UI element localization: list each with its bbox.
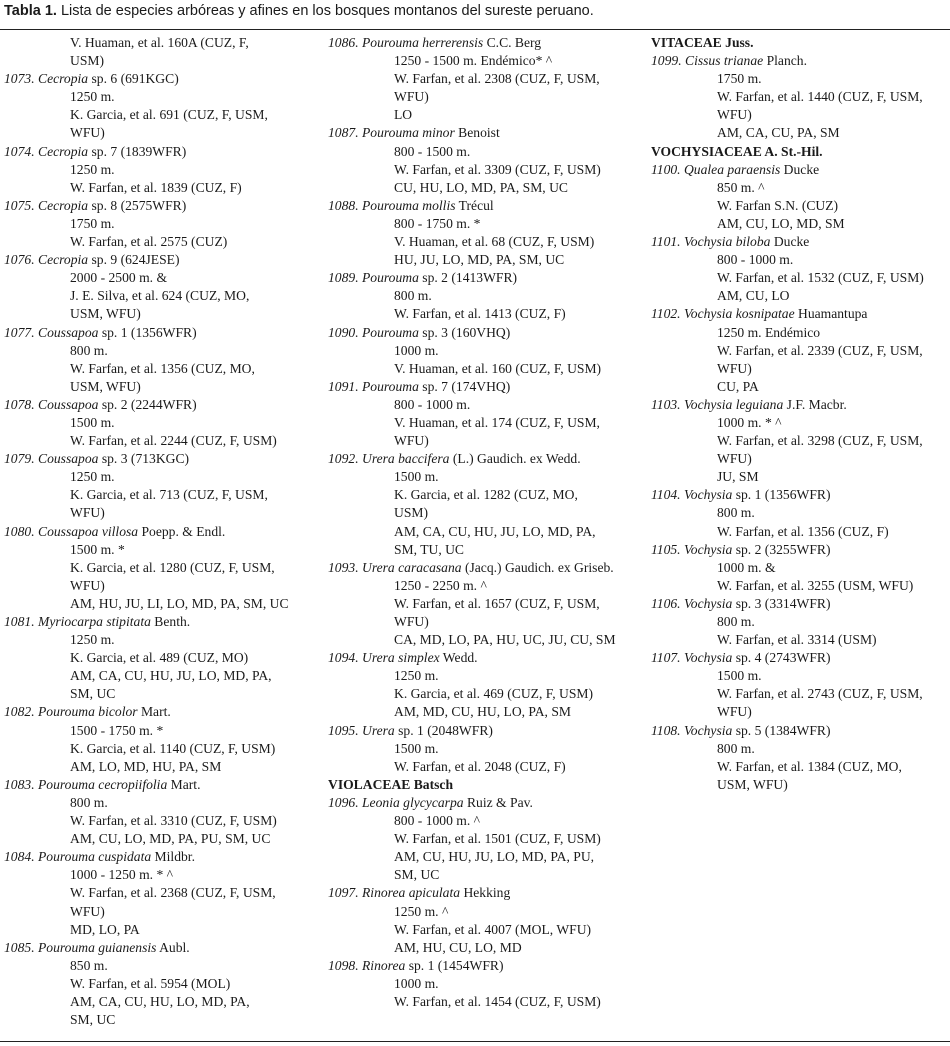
species-detail-line: AM, LO, MD, HU, PA, SM bbox=[70, 758, 222, 774]
species-detail-line: V. Huaman, et al. 160A (CUZ, F, bbox=[70, 35, 249, 50]
family-heading: VITACEAE Juss. bbox=[651, 35, 754, 50]
species-name: Cecropia bbox=[38, 71, 89, 87]
species-detail-line: WFU) bbox=[70, 903, 105, 919]
species-detail-line: W. Farfan, et al. 2308 (CUZ, F, USM, bbox=[394, 71, 600, 87]
species-name: Rinorea apiculata bbox=[362, 885, 461, 901]
species-entry bbox=[4, 450, 322, 468]
species-detail-line: 1000 - 1250 m. * ^ bbox=[70, 867, 174, 883]
species-number: 1094. bbox=[328, 650, 359, 666]
species-number: 1095. bbox=[328, 722, 359, 738]
species-number: 1079. bbox=[4, 451, 35, 467]
species-entry bbox=[651, 595, 947, 613]
species-detail-line: AM, CA, CU, HU, JU, LO, MD, PA, bbox=[70, 668, 272, 684]
species-number: 1101. bbox=[651, 234, 681, 250]
species-detail-line: USM) bbox=[70, 53, 104, 69]
species-entry bbox=[328, 559, 646, 577]
species-detail-line: 1500 m. bbox=[717, 668, 762, 684]
species-number: 1107. bbox=[651, 650, 681, 666]
species-detail-line: SM, TU, UC bbox=[394, 541, 464, 557]
species-detail-line: 1500 - 1750 m. * bbox=[70, 722, 164, 738]
species-detail-line: 800 m. bbox=[717, 740, 755, 756]
species-detail-line: W. Farfan, et al. 1839 (CUZ, F) bbox=[70, 179, 242, 195]
species-entry bbox=[4, 143, 322, 161]
species-detail-line: WFU) bbox=[394, 433, 429, 449]
species-author: Mildbr. bbox=[151, 849, 195, 865]
species-name: Leonia glycycarpa bbox=[362, 794, 464, 810]
species-detail-line: 800 m. bbox=[394, 288, 432, 304]
species-detail-line: V. Huaman, et al. 68 (CUZ, F, USM) bbox=[394, 234, 595, 250]
species-number: 1083. bbox=[4, 776, 35, 792]
species-detail-line: K. Garcia, et al. 1280 (CUZ, F, USM, bbox=[70, 559, 275, 575]
species-detail-line: 1750 m. bbox=[70, 215, 115, 231]
family-heading: VOCHYSIACEAE A. St.-Hil. bbox=[651, 143, 823, 159]
species-author: sp. 2 (3255WFR) bbox=[732, 541, 831, 557]
species-entry bbox=[4, 703, 322, 721]
species-detail-line: WFU) bbox=[394, 614, 429, 629]
species-name: Cecropia bbox=[38, 143, 89, 159]
species-detail-line: AM, CA, CU, HU, JU, LO, MD, PA, bbox=[394, 523, 596, 539]
species-detail-line: WFU) bbox=[70, 577, 105, 593]
species-author: sp. 7 (1839WFR) bbox=[88, 143, 187, 159]
species-name: Pourouma bbox=[362, 324, 419, 340]
species-detail-line: AM, CU, LO, MD, PA, PU, SM, UC bbox=[70, 831, 271, 847]
species-number: 1093. bbox=[328, 559, 359, 575]
species-detail-line: W. Farfan, et al. 2743 (CUZ, F, USM, bbox=[717, 686, 923, 702]
species-author: sp. 1 (1454WFR) bbox=[405, 957, 504, 973]
species-detail-line: 800 m. bbox=[70, 342, 108, 358]
species-detail-line: 1500 m. bbox=[70, 414, 115, 430]
species-number: 1096. bbox=[328, 794, 359, 810]
species-detail-line: W. Farfan, et al. 2048 (CUZ, F) bbox=[394, 758, 566, 774]
species-number: 1081. bbox=[4, 614, 35, 629]
species-number: 1099. bbox=[651, 53, 682, 69]
species-detail-line: K. Garcia, et al. 713 (CUZ, F, USM, bbox=[70, 487, 268, 503]
species-detail-line: V. Huaman, et al. 160 (CUZ, F, USM) bbox=[394, 360, 602, 376]
species-number: 1074. bbox=[4, 143, 35, 159]
species-name: Vochysia leguiana bbox=[683, 396, 784, 412]
species-detail-line: K. Garcia, et al. 489 (CUZ, MO) bbox=[70, 650, 249, 666]
species-entry bbox=[4, 613, 322, 631]
species-author: Ducke bbox=[780, 161, 820, 177]
species-detail-line: K. Garcia, et al. 1140 (CUZ, F, USM) bbox=[70, 740, 276, 756]
species-name: Coussapoa bbox=[38, 451, 99, 467]
species-detail-line: 1000 m. & bbox=[717, 559, 776, 575]
species-detail-line: W. Farfan, et al. 1657 (CUZ, F, USM, bbox=[394, 595, 600, 611]
species-entry bbox=[328, 324, 646, 342]
species-author: sp. 3 (3314WFR) bbox=[732, 595, 831, 611]
species-detail-line: V. Huaman, et al. 174 (CUZ, F, USM, bbox=[394, 414, 600, 430]
species-detail-line: W. Farfan S.N. (CUZ) bbox=[717, 197, 839, 213]
species-detail-line: W. Farfan, et al. 2575 (CUZ) bbox=[70, 234, 228, 250]
species-author: sp. 1 (2048WFR) bbox=[394, 722, 493, 738]
species-number: 1106. bbox=[651, 595, 681, 611]
species-entry bbox=[651, 161, 947, 179]
species-number: 1089. bbox=[328, 270, 359, 286]
species-name: Vochysia bbox=[683, 595, 733, 611]
species-detail-line: 1000 m. bbox=[394, 342, 439, 358]
species-author: sp. 1 (1356WFR) bbox=[98, 324, 197, 340]
species-entry bbox=[328, 794, 646, 812]
species-detail-line: SM, UC bbox=[394, 867, 440, 883]
species-name: Cissus trianae bbox=[685, 53, 764, 69]
species-entry bbox=[651, 541, 947, 559]
species-entry bbox=[4, 324, 322, 342]
species-detail-line: SM, UC bbox=[70, 686, 116, 702]
species-author: C.C. Berg bbox=[483, 35, 542, 50]
species-detail-line: W. Farfan, et al. 1356 (CUZ, F) bbox=[717, 523, 889, 539]
species-detail-line: WFU) bbox=[717, 360, 752, 376]
species-detail-line: USM, WFU) bbox=[70, 378, 141, 394]
species-detail-line: K. Garcia, et al. 691 (CUZ, F, USM, bbox=[70, 107, 268, 123]
species-number: 1092. bbox=[328, 451, 359, 467]
species-detail-line: AM, CA, CU, PA, SM bbox=[717, 125, 840, 141]
species-detail-line: W. Farfan, et al. 3314 (USM) bbox=[717, 632, 877, 648]
species-name: Coussapoa bbox=[38, 396, 99, 412]
species-detail-line: J. E. Silva, et al. 624 (CUZ, MO, bbox=[70, 288, 250, 304]
species-detail-line: W. Farfan, et al. 1532 (CUZ, F, USM) bbox=[717, 270, 924, 286]
species-detail-line: JU, SM bbox=[717, 469, 759, 485]
species-detail-line: W. Farfan, et al. 1440 (CUZ, F, USM, bbox=[717, 89, 923, 105]
species-detail-line: 800 - 1500 m. bbox=[394, 143, 471, 159]
species-number: 1080. bbox=[4, 523, 35, 539]
table-caption-text: Lista de especies arbóreas y afines en los bosques montanos del sureste peruano. bbox=[56, 3, 594, 19]
species-name: Rinorea bbox=[362, 957, 406, 973]
species-author: Ducke bbox=[770, 234, 810, 250]
species-detail-line: AM, CU, LO bbox=[717, 288, 790, 304]
species-detail-line: WFU) bbox=[70, 125, 105, 141]
species-entry bbox=[4, 848, 322, 866]
species-entry bbox=[328, 884, 646, 902]
species-entry bbox=[328, 957, 646, 975]
species-number: 1084. bbox=[4, 849, 35, 865]
species-entry bbox=[651, 486, 947, 504]
species-detail-line: W. Farfan, et al. 1384 (CUZ, MO, bbox=[717, 758, 902, 774]
species-name: Pourouma bicolor bbox=[38, 704, 138, 720]
species-detail-line: W. Farfan, et al. 2368 (CUZ, F, USM, bbox=[70, 885, 276, 901]
species-detail-line: SM, UC bbox=[70, 1012, 116, 1028]
species-detail-line: W. Farfan, et al. 3309 (CUZ, F, USM) bbox=[394, 161, 601, 177]
species-detail-line: W. Farfan, et al. 5954 (MOL) bbox=[70, 975, 231, 991]
table-caption-label: Tabla 1. bbox=[4, 3, 57, 19]
species-number: 1102. bbox=[651, 306, 681, 322]
species-detail-line: 800 m. bbox=[717, 614, 755, 629]
species-detail-line: W. Farfan, et al. 2244 (CUZ, F, USM) bbox=[70, 433, 277, 449]
species-name: Vochysia bbox=[683, 487, 733, 503]
species-detail-line: WFU) bbox=[717, 107, 752, 123]
species-author: Planch. bbox=[763, 53, 807, 69]
species-detail-line: WFU) bbox=[717, 704, 752, 720]
species-entry bbox=[651, 233, 947, 251]
bottom-rule bbox=[0, 1041, 950, 1042]
species-name: Pourouma guianensis bbox=[38, 939, 157, 955]
species-name: Pourouma mollis bbox=[362, 197, 456, 213]
species-number: 1098. bbox=[328, 957, 359, 973]
species-name: Cecropia bbox=[38, 252, 89, 268]
species-author: sp. 7 (174VHQ) bbox=[418, 378, 511, 394]
species-detail-line: AM, CU, HU, JU, LO, MD, PA, PU, bbox=[394, 849, 595, 865]
species-entry bbox=[328, 269, 646, 287]
species-detail-line: W. Farfan, et al. 1413 (CUZ, F) bbox=[394, 306, 566, 322]
species-name: Pourouma herrerensis bbox=[362, 35, 484, 50]
species-entry bbox=[651, 649, 947, 667]
species-entry bbox=[328, 124, 646, 142]
species-author: Mart. bbox=[137, 704, 171, 720]
species-detail-line: CA, MD, LO, PA, HU, UC, JU, CU, SM bbox=[394, 632, 616, 648]
species-entry bbox=[328, 649, 646, 667]
species-entry bbox=[4, 523, 322, 541]
species-entry bbox=[651, 52, 947, 70]
species-number: 1082. bbox=[4, 704, 35, 720]
species-entry bbox=[4, 70, 322, 88]
species-number: 1076. bbox=[4, 252, 35, 268]
species-detail-line: AM, CU, LO, MD, SM bbox=[717, 215, 845, 231]
species-entry bbox=[328, 450, 646, 468]
species-detail-line: 1750 m. bbox=[717, 71, 762, 87]
top-rule bbox=[0, 29, 950, 30]
species-detail-line: USM) bbox=[394, 505, 428, 521]
species-detail-line: CU, PA bbox=[717, 378, 759, 394]
species-number: 1108. bbox=[651, 722, 681, 738]
species-name: Coussapoa bbox=[38, 324, 99, 340]
species-detail-line: 800 m. bbox=[717, 505, 755, 521]
species-detail-line: 1000 m. * ^ bbox=[717, 414, 782, 430]
species-detail-line: W. Farfan, et al. 1356 (CUZ, MO, bbox=[70, 360, 255, 376]
species-detail-line: 850 m. bbox=[70, 957, 108, 973]
species-author: sp. 8 (2575WFR) bbox=[88, 197, 187, 213]
species-author: sp. 3 (160VHQ) bbox=[418, 324, 511, 340]
species-author: sp. 5 (1384WFR) bbox=[732, 722, 831, 738]
table-column-1 bbox=[4, 34, 322, 1029]
species-entry bbox=[328, 197, 646, 215]
species-author: Poepp. & Endl. bbox=[138, 523, 226, 539]
species-author: sp. 6 (691KGC) bbox=[88, 71, 179, 87]
species-number: 1090. bbox=[328, 324, 359, 340]
family-heading: VIOLACEAE Batsch bbox=[328, 776, 454, 792]
species-number: 1105. bbox=[651, 541, 681, 557]
species-number: 1104. bbox=[651, 487, 681, 503]
species-entry bbox=[4, 939, 322, 957]
species-detail-line: K. Garcia, et al. 469 (CUZ, F, USM) bbox=[394, 686, 594, 702]
species-detail-line: W. Farfan, et al. 1501 (CUZ, F, USM) bbox=[394, 831, 601, 847]
species-entry bbox=[328, 34, 646, 52]
species-detail-line: MD, LO, PA bbox=[70, 921, 140, 937]
species-detail-line: W. Farfan, et al. 2339 (CUZ, F, USM, bbox=[717, 342, 923, 358]
species-detail-line: W. Farfan, et al. 1454 (CUZ, F, USM) bbox=[394, 993, 601, 1009]
species-author: sp. 9 (624JESE) bbox=[88, 252, 180, 268]
species-detail-line: 1250 - 1500 m. Endémico* ^ bbox=[394, 53, 553, 69]
species-name: Qualea paraensis bbox=[683, 161, 781, 177]
species-author: Aubl. bbox=[156, 939, 190, 955]
species-entry bbox=[651, 722, 947, 740]
species-author: sp. 2 (2244WFR) bbox=[98, 396, 197, 412]
species-name: Pourouma bbox=[362, 270, 419, 286]
species-number: 1086. bbox=[328, 35, 359, 50]
table-column-3 bbox=[651, 34, 947, 794]
species-detail-line: WFU) bbox=[70, 505, 105, 521]
species-entry bbox=[651, 396, 947, 414]
species-number: 1103. bbox=[651, 396, 681, 412]
species-detail-line: 1250 m. Endémico bbox=[717, 324, 821, 340]
species-detail-line: 800 - 1000 m. bbox=[394, 396, 471, 412]
species-detail-line: WFU) bbox=[394, 89, 429, 105]
species-name: Vochysia bbox=[683, 650, 733, 666]
species-author: (L.) Gaudich. ex Wedd. bbox=[449, 451, 581, 467]
species-entry bbox=[328, 722, 646, 740]
species-detail-line: USM, WFU) bbox=[717, 776, 788, 792]
species-author: Trécul bbox=[455, 197, 494, 213]
species-author: Huamantupa bbox=[794, 306, 868, 322]
species-number: 1088. bbox=[328, 197, 359, 213]
species-name: Urera baccifera bbox=[362, 451, 450, 467]
species-number: 1091. bbox=[328, 378, 359, 394]
species-author: Mart. bbox=[167, 776, 201, 792]
species-detail-line: 800 - 1750 m. * bbox=[394, 215, 481, 231]
species-entry bbox=[4, 396, 322, 414]
species-detail-line: CU, HU, LO, MD, PA, SM, UC bbox=[394, 179, 568, 195]
species-author: sp. 4 (2743WFR) bbox=[732, 650, 831, 666]
species-author: J.F. Macbr. bbox=[783, 396, 847, 412]
species-entry bbox=[4, 776, 322, 794]
species-author: Ruiz & Pav. bbox=[463, 794, 533, 810]
species-detail-line: LO bbox=[394, 107, 413, 123]
species-detail-line: AM, CA, CU, HU, LO, MD, PA, bbox=[70, 993, 250, 1009]
species-author: sp. 3 (713KGC) bbox=[98, 451, 190, 467]
species-number: 1087. bbox=[328, 125, 359, 141]
species-detail-line: W. Farfan, et al. 3298 (CUZ, F, USM, bbox=[717, 433, 923, 449]
species-detail-line: W. Farfan, et al. 4007 (MOL, WFU) bbox=[394, 921, 592, 937]
species-name: Pourouma minor bbox=[362, 125, 455, 141]
species-author: Benoist bbox=[454, 125, 500, 141]
species-detail-line: 1500 m. bbox=[394, 740, 439, 756]
species-detail-line: 1250 m. bbox=[394, 668, 439, 684]
species-name: Pourouma bbox=[362, 378, 419, 394]
species-number: 1100. bbox=[651, 161, 681, 177]
species-detail-line: 2000 - 2500 m. & bbox=[70, 270, 168, 286]
species-detail-line: 800 - 1000 m. bbox=[717, 252, 794, 268]
species-name: Urera bbox=[362, 722, 395, 738]
species-detail-line: 850 m. ^ bbox=[717, 179, 765, 195]
species-detail-line: HU, JU, LO, MD, PA, SM, UC bbox=[394, 252, 565, 268]
table-caption bbox=[4, 2, 944, 20]
species-number: 1085. bbox=[4, 939, 35, 955]
table-column-2 bbox=[328, 34, 646, 1011]
species-name: Vochysia kosnipatae bbox=[683, 306, 795, 322]
species-entry bbox=[651, 305, 947, 323]
species-detail-line: 1500 m. * bbox=[70, 541, 125, 557]
species-detail-line: 1250 m. bbox=[70, 89, 115, 105]
species-name: Coussapoa villosa bbox=[38, 523, 139, 539]
species-name: Vochysia bbox=[683, 541, 733, 557]
species-number: 1097. bbox=[328, 885, 359, 901]
species-detail-line: 1250 m. bbox=[70, 632, 115, 648]
species-number: 1078. bbox=[4, 396, 35, 412]
species-detail-line: W. Farfan, et al. 3255 (USM, WFU) bbox=[717, 577, 914, 593]
species-entry bbox=[4, 251, 322, 269]
species-author: Hekking bbox=[460, 885, 511, 901]
species-detail-line: 1000 m. bbox=[394, 975, 439, 991]
species-entry bbox=[328, 378, 646, 396]
species-author: Benth. bbox=[150, 614, 191, 629]
species-detail-line: 1250 m. bbox=[70, 469, 115, 485]
species-detail-line: USM, WFU) bbox=[70, 306, 141, 322]
species-detail-line: WFU) bbox=[717, 451, 752, 467]
species-table bbox=[0, 34, 950, 1038]
species-name: Pourouma cecropiifolia bbox=[38, 776, 168, 792]
species-number: 1077. bbox=[4, 324, 35, 340]
species-detail-line: 800 - 1000 m. ^ bbox=[394, 813, 481, 829]
species-detail-line: AM, MD, CU, HU, LO, PA, SM bbox=[394, 704, 572, 720]
species-author: sp. 1 (1356WFR) bbox=[732, 487, 831, 503]
species-author: sp. 2 (1413WFR) bbox=[418, 270, 518, 286]
species-name: Vochysia biloba bbox=[683, 234, 771, 250]
species-entry bbox=[4, 197, 322, 215]
species-detail-line: 1250 m. bbox=[70, 161, 115, 177]
species-detail-line: 1250 m. ^ bbox=[394, 903, 449, 919]
species-detail-line: 1250 - 2250 m. ^ bbox=[394, 577, 487, 593]
species-number: 1075. bbox=[4, 197, 35, 213]
species-author: (Jacq.) Gaudich. ex Griseb. bbox=[461, 559, 614, 575]
species-author: Wedd. bbox=[439, 650, 478, 666]
species-name: Vochysia bbox=[683, 722, 733, 738]
species-detail-line: AM, HU, CU, LO, MD bbox=[394, 939, 522, 955]
species-detail-line: 800 m. bbox=[70, 794, 108, 810]
species-name: Myriocarpa stipitata bbox=[38, 614, 151, 629]
species-name: Urera caracasana bbox=[362, 559, 462, 575]
species-number: 1073. bbox=[4, 71, 35, 87]
species-name: Pourouma cuspidata bbox=[38, 849, 152, 865]
species-name: Cecropia bbox=[38, 197, 89, 213]
species-detail-line: AM, HU, JU, LI, LO, MD, PA, SM, UC bbox=[70, 595, 289, 611]
species-detail-line: K. Garcia, et al. 1282 (CUZ, MO, bbox=[394, 487, 578, 503]
species-detail-line: 1500 m. bbox=[394, 469, 439, 485]
species-detail-line: W. Farfan, et al. 3310 (CUZ, F, USM) bbox=[70, 813, 277, 829]
species-name: Urera simplex bbox=[362, 650, 440, 666]
